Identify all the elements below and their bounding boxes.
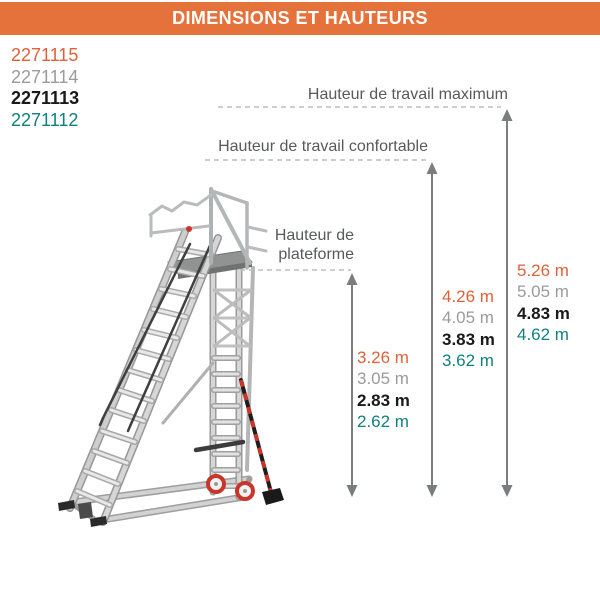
- measurement-value: 2.62 m: [357, 411, 409, 431]
- measurement-value: 2.83 m: [357, 390, 410, 410]
- arrow-up-icon: [427, 162, 438, 174]
- measurement-value: 3.26 m: [357, 348, 409, 367]
- measurement-value: 5.26 m: [517, 261, 569, 280]
- label-comfortable-work-height: Hauteur de travail confortable: [218, 138, 428, 155]
- arrow-down-icon: [502, 485, 513, 497]
- measurement-value: 4.62 m: [517, 324, 569, 344]
- measurement-arrow-comfortable: [427, 162, 438, 497]
- arrow-down-icon: [427, 485, 438, 497]
- product-code: 2271115: [11, 45, 79, 65]
- comfortable-height-values: [442, 286, 495, 371]
- measurement-arrow-maximum: [502, 109, 513, 497]
- product-code: 2271113: [11, 88, 80, 108]
- label-platform-height-line1: Hauteur de: [274, 227, 354, 244]
- product-code: 2271112: [11, 109, 79, 130]
- measurement-value: 4.26 m: [442, 287, 494, 306]
- measurement-value: 3.83 m: [442, 329, 495, 349]
- page-title: DIMENSIONS ET HAUTEURS: [172, 8, 428, 28]
- label-platform-height-line2: plateforme: [278, 246, 354, 263]
- arrow-up-icon: [347, 273, 358, 285]
- arrow-down-icon: [347, 485, 358, 497]
- measurement-value: 3.62 m: [442, 350, 494, 370]
- arrow-up-icon: [502, 109, 513, 121]
- measurement-value: 4.05 m: [442, 308, 494, 328]
- platform-height-values: [357, 347, 410, 432]
- measurement-value: 5.05 m: [517, 282, 569, 302]
- measurement-arrow-platform: [347, 273, 358, 497]
- measurement-value: 4.83 m: [517, 303, 570, 323]
- product-code: 2271114: [11, 66, 79, 87]
- maximum-height-values: [517, 260, 570, 345]
- label-platform-height: [275, 226, 354, 264]
- measurement-value: 3.05 m: [357, 369, 409, 389]
- label-maximum-work-height: Hauteur de travail maximum: [307, 86, 508, 103]
